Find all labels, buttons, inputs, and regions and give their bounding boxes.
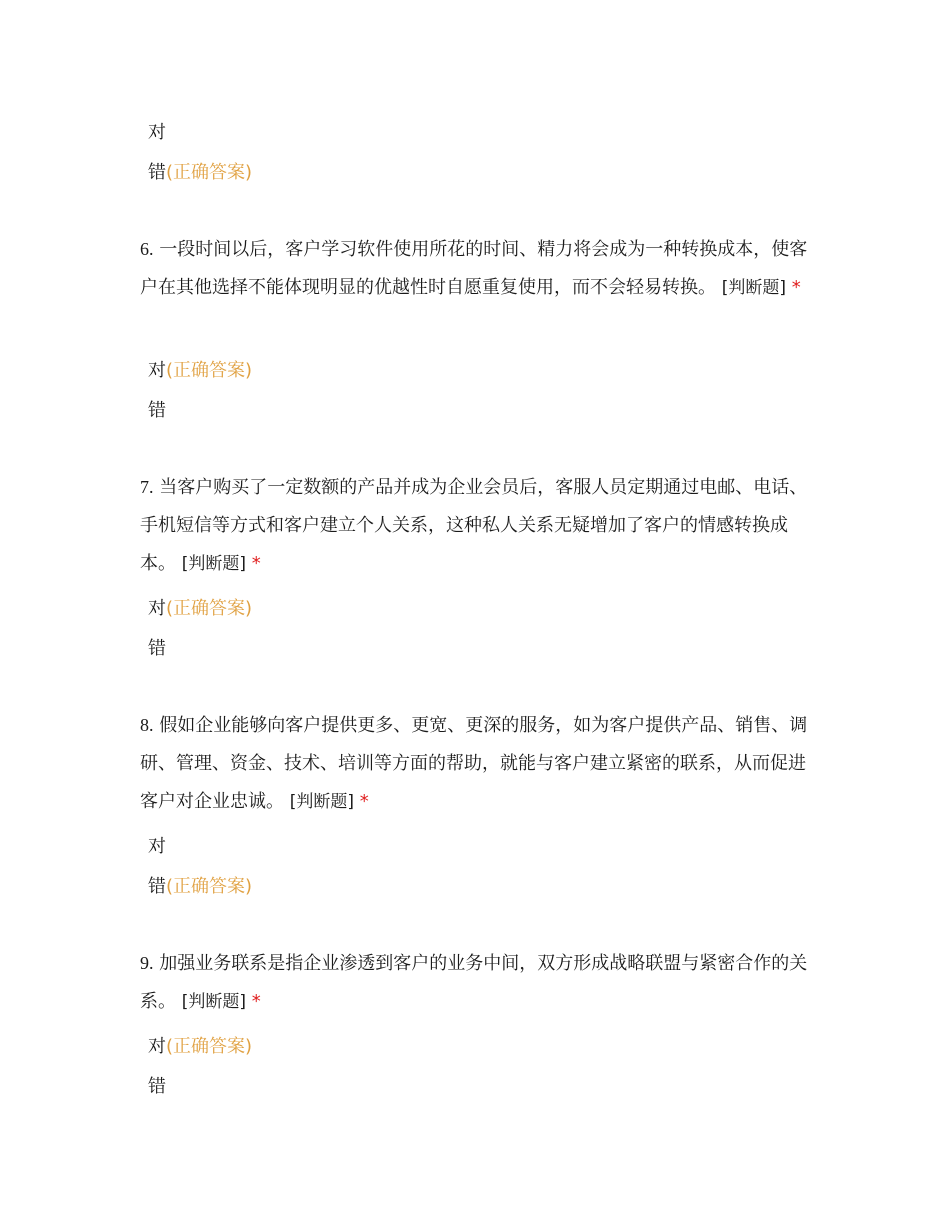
question-type: [判断题] <box>721 278 786 298</box>
question-text: 假如企业能够向客户提供更多、更宽、更深的服务，如为客户提供产品、销售、调研、管理、资金、技术、培训等方面的帮助，就能与客户建立紧密的联系，从而促进客户对企业忠诚。 <box>140 715 808 812</box>
correct-answer-tag: (正确答案) <box>166 876 253 897</box>
question-7 <box>140 468 820 583</box>
question-number: 6. <box>140 239 154 259</box>
question-number: 8. <box>140 715 154 735</box>
question-number: 7. <box>140 477 154 497</box>
option-label: 对 <box>148 598 166 619</box>
correct-answer-tag: (正确答案) <box>166 1036 253 1057</box>
option-label: 对 <box>148 1036 166 1057</box>
q6-option-true[interactable] <box>148 359 252 383</box>
q5-option-false[interactable] <box>148 161 252 185</box>
option-label: 对 <box>148 122 166 143</box>
question-6 <box>140 230 820 307</box>
q5-option-true[interactable] <box>148 121 166 145</box>
required-mark: * <box>251 553 261 574</box>
option-label: 对 <box>148 360 166 381</box>
option-label: 错 <box>148 638 166 659</box>
correct-answer-tag: (正确答案) <box>166 162 253 183</box>
required-mark: * <box>359 791 369 812</box>
option-label: 对 <box>148 836 166 857</box>
option-label: 错 <box>148 400 166 421</box>
question-9 <box>140 944 820 1021</box>
question-8 <box>140 706 820 821</box>
q9-option-true[interactable] <box>148 1035 252 1059</box>
q8-option-true[interactable] <box>148 835 166 859</box>
question-text: 一段时间以后，客户学习软件使用所花的时间、精力将会成为一种转换成本，使客户在其他选择不能体现明显的优越性时自愿重复使用，而不会轻易转换。 <box>140 239 808 298</box>
q8-option-false[interactable] <box>148 875 252 899</box>
correct-answer-tag: (正确答案) <box>166 598 253 619</box>
q9-option-false[interactable] <box>148 1075 166 1099</box>
correct-answer-tag: (正确答案) <box>166 360 253 381</box>
option-label: 错 <box>148 162 166 183</box>
required-mark: * <box>251 991 261 1012</box>
q6-option-false[interactable] <box>148 399 166 423</box>
q7-option-true[interactable] <box>148 597 252 621</box>
question-type: [判断题] <box>181 992 246 1012</box>
question-type: [判断题] <box>181 554 246 574</box>
question-number: 9. <box>140 953 154 973</box>
option-label: 错 <box>148 1076 166 1097</box>
question-text: 当客户购买了一定数额的产品并成为企业会员后，客服人员定期通过电邮、电话、手机短信等方式和客户建立个人关系，这种私人关系无疑增加了客户的情感转换成本。 <box>140 477 808 574</box>
question-text: 加强业务联系是指企业渗透到客户的业务中间，双方形成战略联盟与紧密合作的关系。 <box>140 953 808 1012</box>
option-label: 错 <box>148 876 166 897</box>
required-mark: * <box>791 277 801 298</box>
question-type: [判断题] <box>289 792 354 812</box>
q7-option-false[interactable] <box>148 637 166 661</box>
